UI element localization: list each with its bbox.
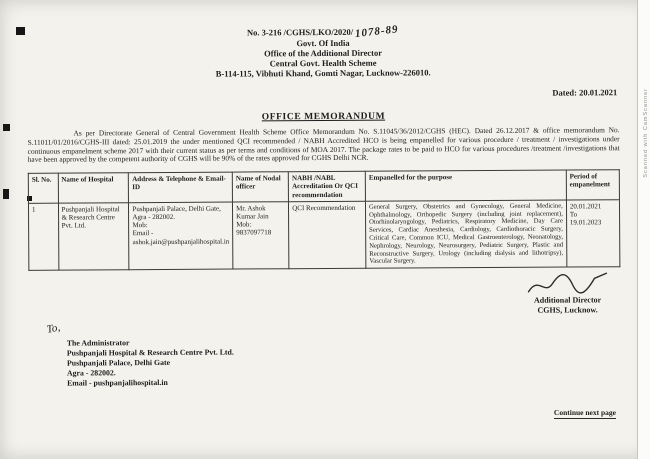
cell-sl-no: 1	[28, 203, 58, 271]
column-header-sl-no: Sl. No.	[28, 173, 58, 203]
cell-period: 20.01.2021 To 19.01.2023	[566, 199, 620, 267]
reference-number-handwritten: 1078-89	[354, 23, 400, 41]
addressee-line: Email - pushpanjalihospital.in	[67, 378, 168, 388]
org-line-address: B-114-115, Vibhuti Khand, Gomti Nagar, Lucknow-226010.	[215, 67, 431, 79]
signature-area	[28, 269, 620, 319]
salutation-handwritten: To,	[45, 321, 62, 336]
continue-note: Continue next page	[553, 408, 616, 417]
addressee-line: Pushpanjali Hospital & Research Centre Pvt. Ltd.	[66, 347, 234, 358]
reference-number-typed: No. 3-216 /CGHS/LKO/2020/	[246, 26, 354, 38]
addressee-block	[67, 335, 621, 388]
addressee-line: The Administrator	[66, 338, 130, 348]
camscanner-watermark: Scanned with CamScanner	[643, 88, 649, 178]
cell-nodal-officer: Mr. Ashok Kumar Jain Mob: 9837097718	[233, 202, 290, 270]
signature-title: Additional Director	[533, 295, 602, 305]
signature-block	[524, 269, 610, 316]
empanelment-table	[28, 169, 621, 271]
cell-hospital: Pushpanjali Hospital & Research Centre Pvt. Ltd.	[58, 202, 129, 270]
column-header-purpose: Empanelled for the purpose	[365, 170, 566, 201]
table-header-row	[28, 170, 619, 203]
cell-address: Pushpanjali Palace, Delhi Gate, Agra - 282002. Mob: Email - ashok.jain@pushpanjalihospital.in	[129, 202, 233, 270]
column-header-address: Address & Telephone & Email-ID	[129, 172, 233, 202]
org-line-country: Govt. Of India	[296, 37, 350, 49]
addressee-line: Agra - 282002.	[66, 368, 116, 378]
column-header-period: Period of empanelment	[566, 170, 619, 200]
memo-body: As per Directorate General of Central Government Health Scheme Office Memorandum No. S.11045/36/2012/CGHS (HEC). Dated 26.12.2017 & office memorandum No. S.11011/01/2016/CGHS-III dated: 25.01.2019 the under mentioned QCI recommended / NABH Accredited HCO is being empanelled for various procedure / treatment / investigations under continuous empanelment scheme 2017 with their current status as per terms and conditions of MOA 2017. The package rates to be paid to HCO for various procedures /treatment /investigations that have been approved by the competent authority of CGHS will be 90% of the rates approved for CGHS Delhi NCR.	[27, 125, 620, 165]
memo-title: OFFICE MEMORANDUM	[261, 111, 386, 123]
addressee-line: Pushpanjali Palace, Delhi Gate	[66, 358, 171, 368]
column-header-accreditation: NABH /NABL Accreditation Or QCI recommendation	[288, 171, 365, 201]
column-header-nodal-officer: Name of Nodal officer	[232, 172, 288, 202]
org-line-office: Office of the Additional Director	[264, 47, 383, 59]
cell-purpose: General Surgery, Obstetrics and Gynecology, General Medicine, Ophthalmology, Orthopedic Surgery (including joint replacement), Otorhinolaryngology, Pediatrics, Respiratory Medicine, Day Care Services, Cardiac Anesthesia, Cardiology, Cardiothoracic Surgery, Critical Care, Common ICU, Medical Gastroenterology, Neonatology, Nephrology, Neurology, Neurosurgery, Pediatric Surgery, Plastic and Reconstructive Surgery, Urology (including dialysis and lithotripsy), Vascular Surgery.	[365, 200, 566, 269]
document-content	[0, 24, 650, 389]
document-date: Dated: 20.01.2021	[552, 87, 618, 98]
table-row	[28, 199, 619, 270]
signature-org: CGHS, Lucknow.	[537, 305, 598, 315]
cell-accreditation: QCI Recommendation	[289, 201, 366, 269]
org-line-scheme: Central Govt. Health Scheme	[269, 57, 377, 69]
column-header-hospital: Name of Hospital	[58, 173, 129, 203]
signature-scribble-icon	[524, 269, 610, 298]
